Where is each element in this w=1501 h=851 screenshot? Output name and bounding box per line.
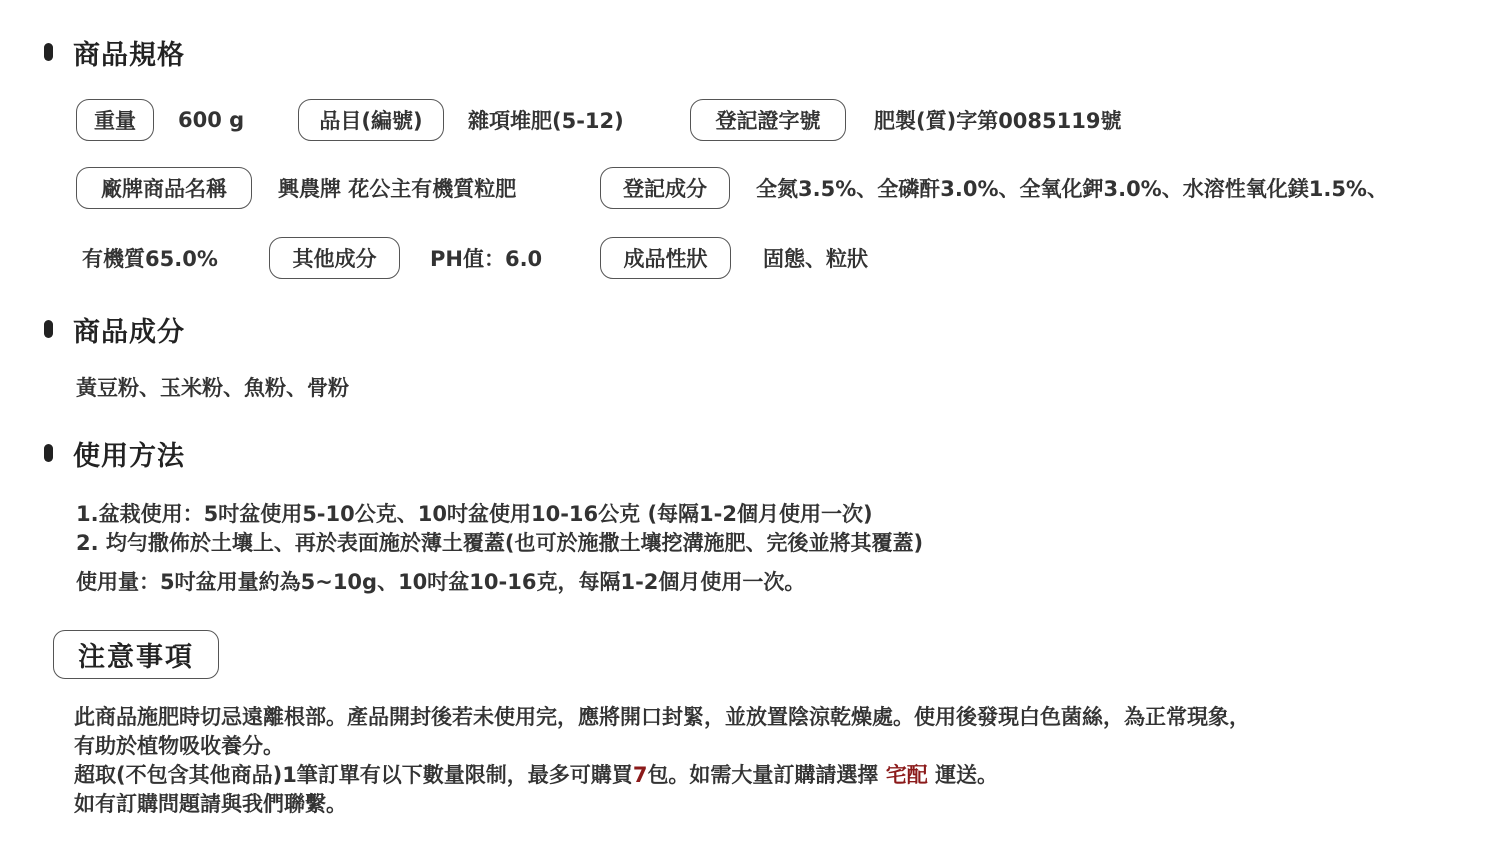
specs-row-2 [76,166,1388,210]
specs-heading [44,32,185,72]
other-comp-tag: 其他成分 [269,237,400,279]
notice-line-2: 有助於植物吸收養分。 [74,734,284,758]
reg-no-tag: 登記證字號 [690,99,846,141]
reg-comp-value-cont: 有機質65.0% [82,247,218,271]
notice-shipping-text: 運送。 [935,763,999,787]
notice-line-1: 此商品施肥時切忌遠離根部。產品開封後若未使用完，應將開口封緊，並放置陰涼乾燥處。使用後發現白色菌絲，為正常現象， [74,705,1250,729]
weight-tag: 重量 [76,99,154,141]
home-delivery-link[interactable]: 宅配 [885,763,928,787]
weight-value: 600 g [178,108,245,132]
form-tag: 成品性狀 [600,237,731,279]
notice-line-3 [74,761,1250,790]
form-value: 固態、粒狀 [763,247,868,271]
ingredients-text: 黃豆粉、玉米粉、魚粉、骨粉 [76,376,349,400]
specs-heading-text: 商品規格 [73,39,185,71]
reg-comp-value: 全氮3.5%、全磷酐3.0%、全氧化鉀3.0%、水溶性氧化鎂1.5%、 [756,177,1388,201]
usage-line-1: 1.盆栽使用：5吋盆使用5-10公克、10吋盆使用10-16公克 (每隔1-2個月使用一次) [76,502,873,526]
notice-limit-text: 超取(不包含其他商品)1筆訂單有以下數量限制，最多可購買 [74,763,633,787]
bullet-icon [44,444,53,462]
notice-bulk-text: 包。如需大量訂購請選擇 [647,763,879,787]
usage-heading [44,433,185,473]
brand-value: 興農牌 花公主有機質粒肥 [278,177,517,201]
usage-amount: 使用量：5吋盆用量約為5~10g、10吋盆10-16克，每隔1-2個月使用一次。 [76,570,806,594]
category-tag: 品目(編號) [298,99,444,141]
category-value: 雜項堆肥(5-12) [468,109,624,133]
specs-row-1 [76,98,1121,142]
bullet-icon [44,43,53,61]
notice-heading: 注意事項 [53,630,219,679]
bullet-icon [44,320,53,338]
ingredients-heading [44,309,185,349]
usage-line-2: 2. 均勻撒佈於土壤上、再於表面施於薄土覆蓋(也可於施撒土壤挖溝施肥、完後並將其覆蓋) [76,531,924,555]
usage-instructions [76,500,923,558]
usage-heading-text: 使用方法 [73,440,185,472]
reg-comp-tag: 登記成分 [600,167,730,209]
notice-text [74,703,1250,819]
reg-no-value: 肥製(質)字第0085119號 [874,109,1122,133]
ingredients-heading-text: 商品成分 [73,316,185,348]
max-quantity: 7 [632,763,648,787]
brand-tag: 廠牌商品名稱 [76,167,252,209]
specs-row-3 [76,236,868,280]
other-comp-value: PH值：6.0 [430,247,543,271]
notice-line-4: 如有訂購問題請與我們聯繫。 [74,792,347,816]
